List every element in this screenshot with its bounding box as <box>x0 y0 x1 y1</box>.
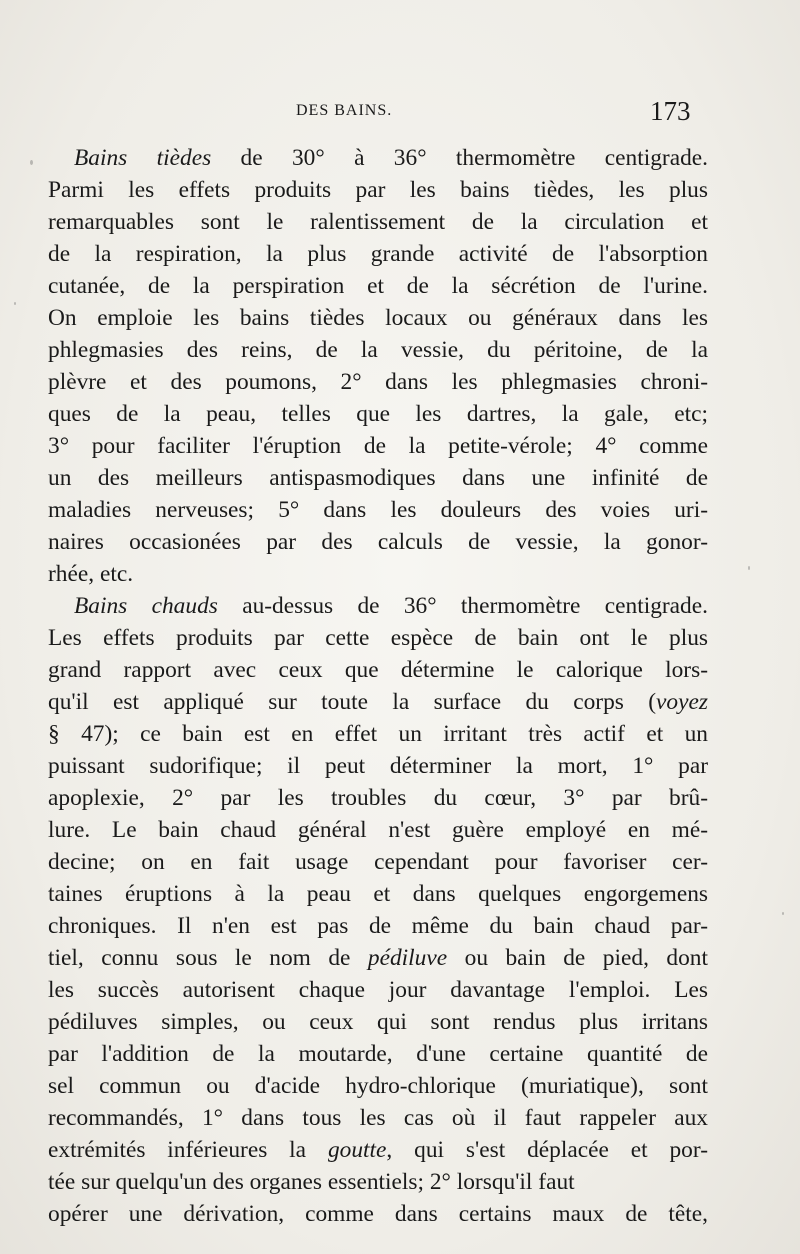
text-line <box>48 1070 708 1102</box>
text-line <box>48 654 708 686</box>
text-line <box>48 366 708 398</box>
text-line <box>48 1198 708 1230</box>
text-segment: taines éruptions à la peau et dans quelques engorgemens <box>48 881 708 907</box>
paper-speck <box>30 160 33 165</box>
italic-term: voyez <box>656 689 708 715</box>
text-line <box>48 462 708 494</box>
italic-term: pédiluve <box>367 945 448 971</box>
text-line <box>48 878 708 910</box>
text-line <box>48 942 708 974</box>
text-segment: maladies nerveuses; 5° dans les douleurs des voies uri- <box>48 497 708 523</box>
text-segment: sel commun ou d'acide hydro-chlorique (muriatique), sont <box>48 1073 708 1099</box>
running-head: DES BAINS. <box>296 102 393 119</box>
italic-term: Bains tièdes <box>74 145 212 171</box>
text-segment: decine; on en fait usage cependant pour favoriser cer- <box>48 849 708 875</box>
text-line <box>48 206 708 238</box>
text-line <box>48 334 708 366</box>
page-header <box>0 96 800 132</box>
text-line <box>48 782 708 814</box>
text-line <box>48 270 708 302</box>
text-line <box>48 750 708 782</box>
text-segment: extrémités inférieures la <box>48 1137 328 1163</box>
text-line <box>48 814 708 846</box>
text-segment: plèvre et des poumons, 2° dans les phlegmasies chroni- <box>48 369 708 395</box>
text-segment: de la respiration, la plus grande activité de l'absorption <box>48 241 708 267</box>
text-line <box>48 974 708 1006</box>
text-line <box>48 430 708 462</box>
text-line <box>48 494 708 526</box>
text-segment: tée sur quelqu'un des organes essentiels; 2° lorsqu'il faut <box>48 1169 575 1195</box>
text-line <box>48 142 708 174</box>
text-segment: phlegmasies des reins, de la vessie, du péritoine, de la <box>48 337 708 363</box>
body-text <box>48 142 708 1230</box>
text-line <box>48 910 708 942</box>
text-segment: les succès autorisent chaque jour davantage l'emploi. Les <box>48 977 708 1003</box>
text-line <box>48 686 708 718</box>
text-segment: un des meilleurs antispasmodiques dans une infinité de <box>48 465 708 491</box>
text-segment: qu'il est appliqué sur toute la surface du corps ( <box>48 689 657 715</box>
text-line <box>48 398 708 430</box>
text-segment: naires occasionées par des calculs de vessie, la gonor- <box>48 529 708 555</box>
text-segment: cutanée, de la perspiration et de la sécrétion de l'urine. <box>48 273 708 299</box>
text-segment: ques de la peau, telles que les dartres, la gale, etc; <box>48 401 708 427</box>
text-segment: grand rapport avec ceux que détermine le calorique lors- <box>48 657 708 683</box>
text-segment: apoplexie, 2° par les troubles du cœur, 3° par brû- <box>48 785 708 811</box>
text-segment: tiel, connu sous le nom de <box>48 945 368 971</box>
text-segment: lure. Le bain chaud général n'est guère employé en mé- <box>48 817 708 843</box>
text-line <box>48 1102 708 1134</box>
text-line <box>48 1038 708 1070</box>
paper-speck <box>748 566 750 570</box>
text-segment: recommandés, 1° dans tous les cas où il faut rappeler aux <box>48 1105 708 1131</box>
text-segment: 3° pour faciliter l'éruption de la petite-vérole; 4° comme <box>48 433 708 459</box>
text-segment: , qui s'est déplacée et por- <box>386 1137 708 1163</box>
text-line <box>48 622 708 654</box>
text-line <box>48 590 708 622</box>
text-line <box>48 238 708 270</box>
page-number: 173 <box>650 96 691 126</box>
text-segment: puissant sudorifique; il peut déterminer la mort, 1° par <box>48 753 708 779</box>
text-segment: par l'addition de la moutarde, d'une certaine quantité de <box>48 1041 708 1067</box>
italic-term: Bains chauds <box>74 593 218 619</box>
text-segment: remarquables sont le ralentissement de la circulation et <box>48 209 708 235</box>
text-line <box>48 846 708 878</box>
text-segment: au-dessus de 36° thermomètre centigrade. <box>217 593 708 619</box>
paper-speck <box>14 302 16 305</box>
text-segment: ou bain de pied, dont <box>447 945 708 971</box>
paper-speck <box>782 912 784 915</box>
text-line <box>48 1134 708 1166</box>
text-line <box>48 174 708 206</box>
text-line <box>48 302 708 334</box>
text-segment: Parmi les effets produits par les bains tièdes, les plus <box>48 177 708 203</box>
text-segment: chroniques. Il n'en est pas de même du bain chaud par- <box>48 913 708 939</box>
text-segment: de 30° à 36° thermomètre centigrade. <box>211 145 708 171</box>
text-segment: Les effets produits par cette espèce de bain ont le plus <box>48 625 708 651</box>
text-line <box>48 558 708 590</box>
text-segment: pédiluves simples, ou ceux qui sont rendus plus irritans <box>48 1009 708 1035</box>
text-segment: rhée, etc. <box>48 561 134 587</box>
text-line <box>48 1006 708 1038</box>
italic-term: goutte <box>327 1137 387 1163</box>
text-line <box>48 1166 708 1198</box>
text-segment: § 47); ce bain est en effet un irritant très actif et un <box>48 721 708 747</box>
text-line <box>48 718 708 750</box>
text-segment: opérer une dérivation, comme dans certains maux de tête, <box>48 1201 708 1227</box>
text-line <box>48 526 708 558</box>
text-segment: On emploie les bains tièdes locaux ou généraux dans les <box>48 305 708 331</box>
